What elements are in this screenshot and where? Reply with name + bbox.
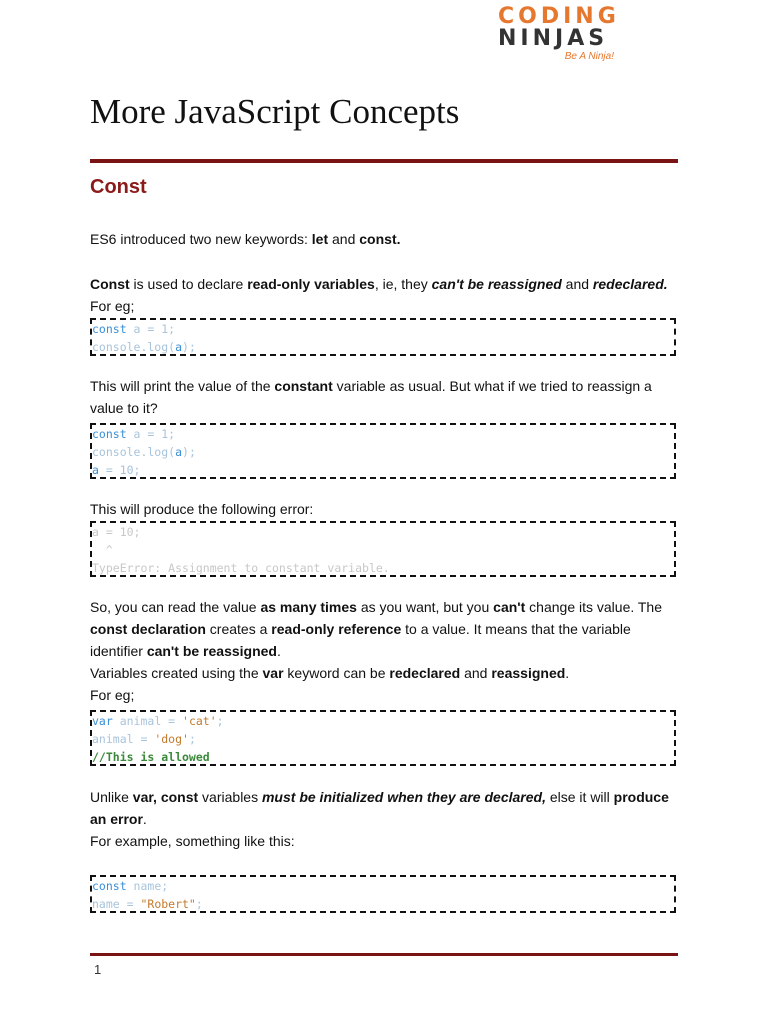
page-number: 1 bbox=[94, 962, 102, 977]
paragraph-const-definition: Const is used to declare read-only variables, ie, they can't be reassigned and redeclared. For eg; bbox=[90, 276, 668, 314]
page-title: More JavaScript Concepts bbox=[90, 92, 460, 131]
paragraph-error-intro: This will produce the following error: bbox=[90, 501, 314, 517]
footer-divider bbox=[90, 953, 678, 956]
title-divider bbox=[90, 159, 678, 163]
code-block-error: a = 10; ^ TypeError: Assignment to constant variable. bbox=[90, 521, 676, 577]
coding-ninjas-logo bbox=[498, 4, 620, 64]
code-block-var: var animal = 'cat'; animal = 'dog'; //This is allowed bbox=[90, 710, 676, 766]
paragraph-initialization: Unlike var, const variables must be initialized when they are declared, else it will produce an error. For example, something like this: bbox=[90, 789, 669, 849]
paragraph-reassign-question: This will print the value of the constant variable as usual. But what if we tried to reassign a value to it? bbox=[90, 378, 652, 416]
logo-tagline: Be A Ninja! bbox=[564, 51, 614, 62]
paragraph-const-explanation: So, you can read the value as many times as you want, but you can't change its value. The const declaration creates a read-only reference to a value. It means that the variable identifier can't be reassigned. Variables created using the var keyword can be redeclared and reassigned. For eg; bbox=[90, 599, 662, 703]
code-block-2: const a = 1; console.log(a); a = 10; bbox=[90, 423, 676, 479]
paragraph-intro: ES6 introduced two new keywords: let and const. bbox=[90, 231, 401, 247]
logo-line-1: CODING bbox=[498, 4, 620, 29]
logo-line-2: NINJAS bbox=[498, 26, 609, 51]
code-block-1: const a = 1; console.log(a); bbox=[90, 318, 676, 356]
section-heading: Const bbox=[90, 176, 147, 198]
code-block-uninitialized: const name; name = "Robert"; bbox=[90, 875, 676, 913]
